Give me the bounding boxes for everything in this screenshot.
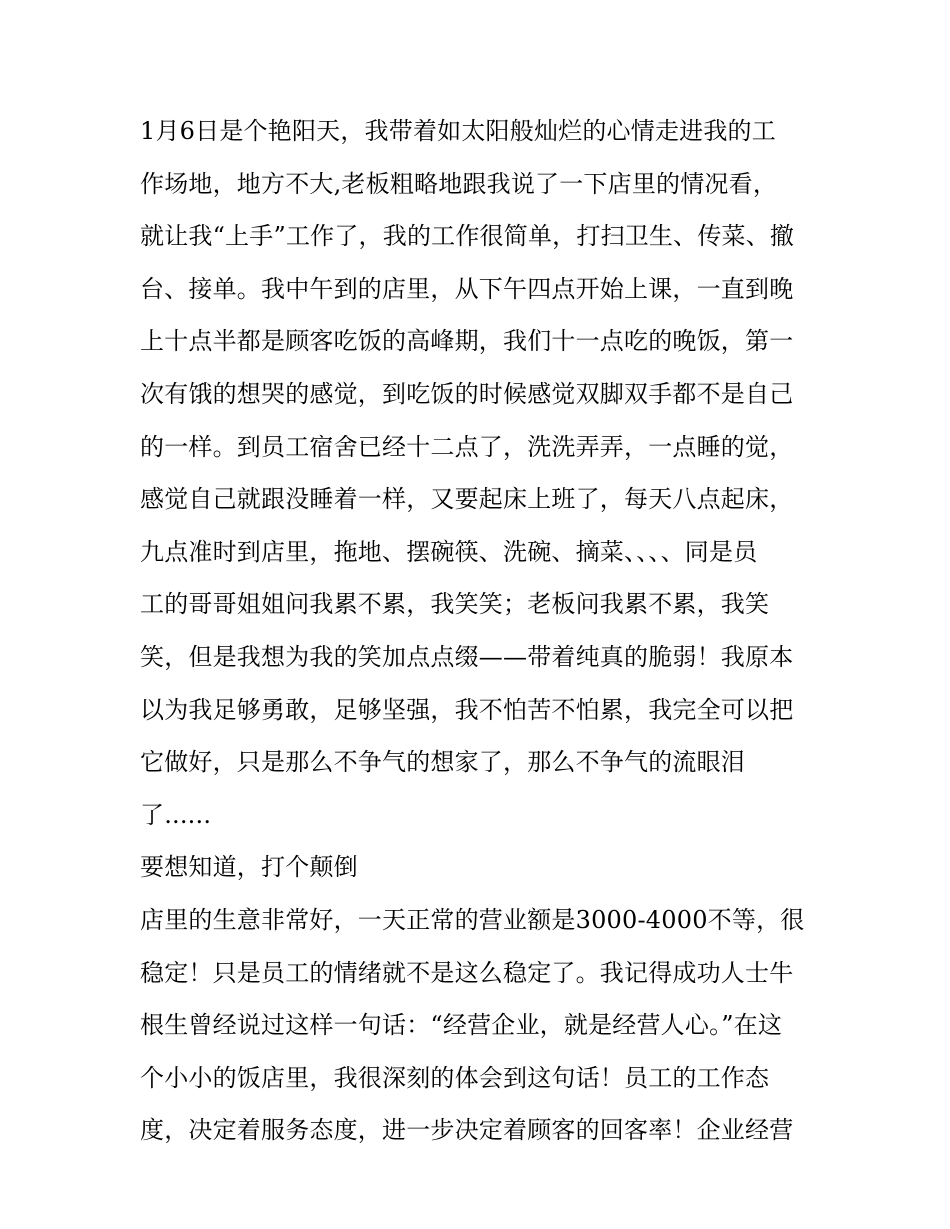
text-line: 台、接单。我中午到的店里，从下午四点开始上课，一直到晚 [140,274,794,303]
text-line: 1月6日是个艳阳天，我带着如太阳般灿烂的心情走进我的工 [140,117,776,145]
text-line: 作场地，地方不大,老板粗略地跟我说了一下店里的情况看， [140,169,778,198]
text-line: 以为我足够勇敢，足够坚强，我不怕苦不怕累，我完全可以把 [140,695,794,724]
text-line: 就让我“上手”工作了，我的工作很简单，打扫卫生、传菜、撤 [140,222,795,251]
text-line: 次有饿的想哭的感觉，到吃饭的时候感觉双脚双手都不是自己 [140,379,794,408]
section-heading: 要想知道，打个颠倒 [140,853,358,882]
text-line: 感觉自己就跟没睡着一样，又要起床上班了，每天八点起床， [140,485,794,514]
text-line: 它做好，只是那么不争气的想家了，那么不争气的流眼泪 [140,748,745,777]
text-line: 稳定！只是员工的情绪就不是这么稳定了。我记得成功人士牛 [140,958,794,987]
text-line: 度，决定着服务态度，进一步决定着顾客的回客率！企业经营 [140,1116,794,1145]
text-line: 笑，但是我想为我的笑加点点缀——带着纯真的脆弱！我原本 [140,642,794,671]
text-line: 店里的生意非常好，一天正常的营业额是3000-4000不等，很 [140,905,805,934]
text-line: 九点准时到店里，拖地、摆碗筷、洗碗、摘菜、、、、同是员 [140,537,758,566]
text-line: 根生曾经说过这样一句话：“经营企业，就是经营人心。”在这 [140,1011,783,1040]
text-line: 个小小的饭店里，我很深刻的体会到这句话！员工的工作态 [140,1063,770,1092]
text-line: 上十点半都是顾客吃饭的高峰期，我们十一点吃的晚饭，第一 [140,327,794,356]
body-text [140,108,820,1160]
text-line: 的一样。到员工宿舍已经十二点了，洗洗弄弄，一点睡的觉， [140,432,794,461]
text-line: 了...... [140,800,212,829]
text-line: 工的哥哥姐姐问我累不累，我笑笑；老板问我累不累，我笑 [140,590,770,619]
